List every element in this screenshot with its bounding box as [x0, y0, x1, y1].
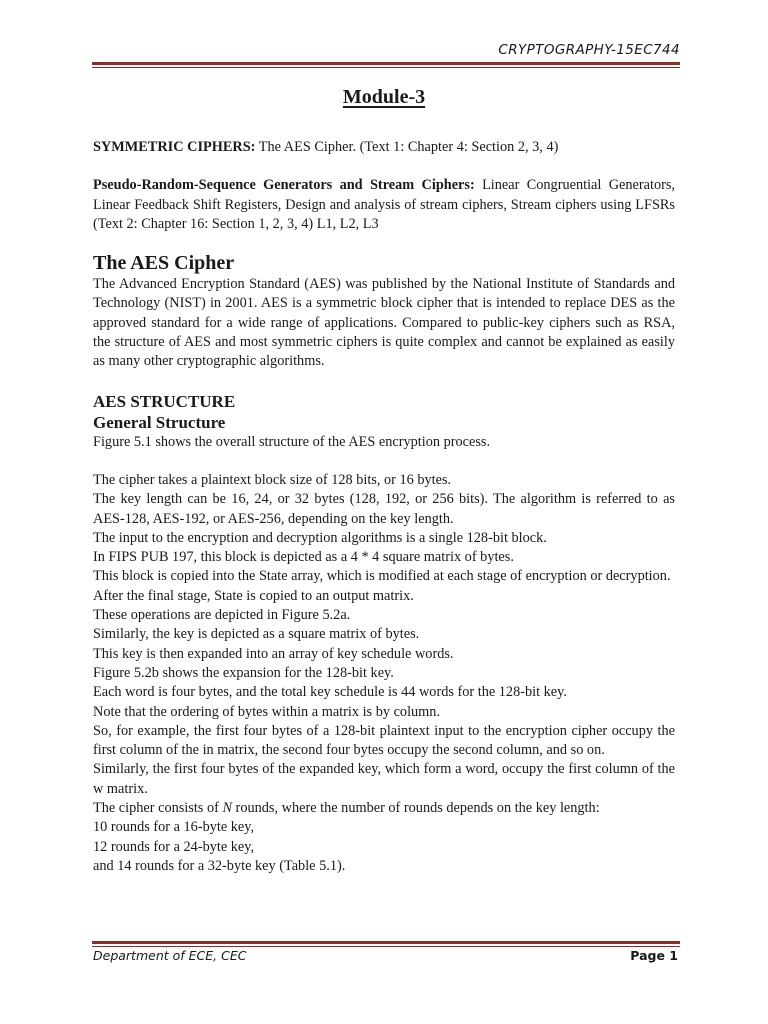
module-title: Module-3 — [342, 86, 426, 108]
header-rule-thin — [92, 67, 680, 68]
content-body — [93, 138, 675, 876]
structure-line: Note that the ordering of bytes within a matrix is by column. — [93, 703, 441, 720]
structure-line: Similarly, the first four bytes of the expanded key, which form a word, occupy the first column of the w matrix. — [93, 761, 675, 797]
syllabus-prng-label: Pseudo-Random-Sequence Generators and Stream Ciphers: — [93, 177, 475, 194]
footer-rule — [92, 941, 680, 944]
course-header: CRYPTOGRAPHY-15EC744 — [498, 42, 680, 58]
syllabus-symmetric-label: SYMMETRIC CIPHERS: — [93, 139, 256, 155]
structure-line: The key length can be 16, 24, or 32 bytes (128, 192, or 256 bits). The algorithm is referred to as AES-128, AES-192, or AES-256, depending on the key length. — [93, 491, 675, 527]
rounds-post: rounds, where the number of rounds depends on the key length: — [231, 800, 600, 817]
syllabus-symmetric — [93, 138, 675, 157]
structure-line: Figure 5.2b shows the expansion for the 128-bit key. — [93, 664, 394, 681]
syllabus-prng-text: Linear Congruential Generators, Linear Feedback Shift Registers, Design and analysis of stream ciphers, Stream ciphers using LFSRs (Text 2: Chapter 16: Section 1, 2, 3, 4) L1, L2, L3 — [93, 177, 675, 232]
structure-line: The cipher takes a plaintext block size of 128 bits, or 16 bytes. — [93, 471, 452, 488]
syllabus-symmetric-text: The AES Cipher. (Text 1: Chapter 4: Section 2, 3, 4) — [255, 139, 559, 155]
aes-heading: The AES Cipher — [93, 252, 235, 275]
structure-line: So, for example, the first four bytes of a 128-bit plaintext input to the encryption cipher occupy the first column of the in matrix, the second four bytes occupy the second column, and so on. — [93, 722, 675, 759]
structure-line: This key is then expanded into an array of key schedule words. — [93, 645, 454, 662]
header-rule — [92, 62, 680, 65]
rounds-n: N — [222, 800, 232, 817]
spacer — [93, 452, 675, 471]
structure-line: Similarly, the key is depicted as a square matrix of bytes. — [93, 626, 420, 643]
aes-intro-paragraph: The Advanced Encryption Standard (AES) was published by the National Institute of Standards and Technology (NIST) in 2001. AES is a symmetric block cipher that is intended to replace DES as the approved standard for a wide range of applications. Compared to public-key ciphers such as RSA, the structure of AES and most symmetric ciphers is quite complex and cannot be explained as easily as many other cryptographic algorithms. — [93, 276, 675, 370]
syllabus-prng — [93, 176, 675, 234]
figure-line: Figure 5.1 shows the overall structure of the AES encryption process. — [93, 433, 491, 450]
structure-line: These operations are depicted in Figure 5.2a. — [93, 607, 351, 624]
structure-line: After the final stage, State is copied to an output matrix. — [93, 587, 414, 604]
footer-page-number: Page 1 — [630, 948, 678, 963]
rounds-line — [93, 799, 675, 818]
rounds-list-item: 12 rounds for a 24-byte key, — [93, 838, 255, 855]
spacer — [93, 157, 675, 176]
structure-line: This block is copied into the State array, which is modified at each stage of encryption or decryption. — [93, 568, 671, 585]
structure-line: The input to the encryption and decryption algorithms is a single 128-bit block. — [93, 529, 547, 546]
structure-line: In FIPS PUB 197, this block is depicted as a 4 * 4 square matrix of bytes. — [93, 549, 514, 566]
footer-rule-thin — [92, 946, 680, 947]
rounds-pre: The cipher consists of — [93, 800, 223, 817]
rounds-list-item: and 14 rounds for a 32-byte key (Table 5.1). — [93, 857, 346, 874]
structure-line: Each word is four bytes, and the total key schedule is 44 words for the 128-bit key. — [93, 684, 567, 701]
aes-structure-heading: AES STRUCTURE — [93, 391, 236, 411]
general-structure-heading: General Structure — [93, 412, 226, 432]
rounds-list-item: 10 rounds for a 16-byte key, — [93, 819, 255, 836]
footer-department: Department of ECE, CEC — [93, 948, 247, 963]
